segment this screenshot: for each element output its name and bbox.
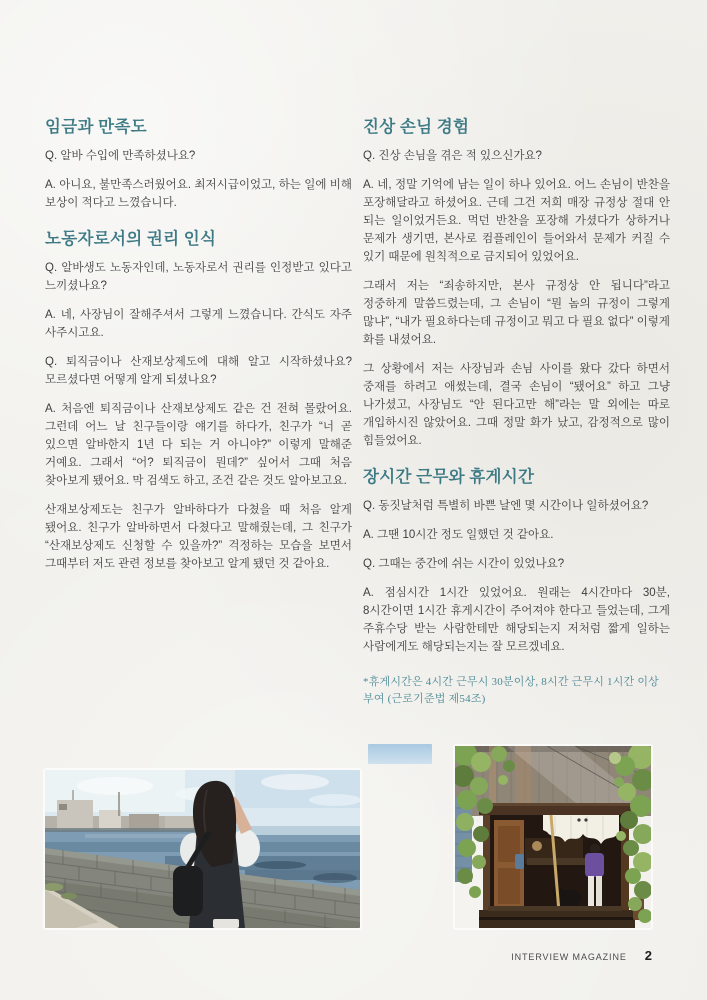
paragraph: 그래서 저는 “죄송하지만, 본사 규정상 안 됩니다”라고 정중하게 말씀드렸는데, 그 손님이 “뭔 놈의 규정이 그렇게 많냐”, “내가 필요하다는데 규정이고 뭐고 다 필요 없다” 이렇게 화를 내셨어요. <box>363 280 670 346</box>
answer: A. 점심시간 1시간 있었어요. 원래는 4시간마다 30분, 8시간이면 1시간 휴게시간이 주어져야 한다고 들었는데, 그게 주휴수당 받는 사람한테만 해당되는지 저처럼 짧게 일하는 사람에게도 해당되는지는 잘 모르겠네요. <box>363 587 670 653</box>
paragraph: 그 상황에서 저는 사장님과 손님 사이를 왔다 갔다 하면서 중재를 하려고 애썼는데, 결국 손님이 “됐어요” 하고 그냥 나가셨고, 사장님도 “안 된다고만 해”라는 말 외에는 따로 개입하시진 않았어요. 그때 정말 화가 났고, 감정적으로 많이 힘들었어요. <box>363 363 670 447</box>
question: Q. 알바 수입에 만족하셨나요? <box>45 150 196 162</box>
answer: A. 그땐 10시간 정도 일했던 것 같아요. <box>363 529 554 541</box>
magazine-title: INTERVIEW MAGAZINE <box>511 952 627 962</box>
storefront-photo <box>455 746 651 928</box>
section-heading: 장시간 근무와 휴게시간 <box>363 467 535 486</box>
footnote: *휴게시간은 4시간 근무시 30분이상, 8시간 근무시 1시간 이상 부여 (근로기준법 제54조) <box>363 676 659 705</box>
section-heading: 노동자로서의 권리 인식 <box>45 229 217 248</box>
paragraph: 산재보상제도는 친구가 알바하다가 다쳤을 때 처음 알게 됐어요. 친구가 알바하면서 다쳤다고 말해줬는데, 그 친구가 “산재보상제도 신청할 수 있을까?” 걱정하는 모습을 보면서 그때부터 저도 관련 정보를 찾아보고 알게 됐던 것 같아요. <box>45 504 352 570</box>
question: Q. 퇴직금이나 산재보상제도에 대해 알고 시작하셨나요? 모르셨다면 어떻게 알게 되셨나요? <box>45 356 352 386</box>
seaside-photo <box>45 770 360 928</box>
right-column <box>363 116 670 708</box>
section-heading: 진상 손님 경험 <box>363 117 470 136</box>
page-footer <box>455 948 652 963</box>
question: Q. 진상 손님을 겪은 적 있으신가요? <box>363 150 542 162</box>
answer: A. 아니요, 불만족스러웠어요. 최저시급이었고, 하는 일에 비해 보상이 적다고 느꼈습니다. <box>45 179 352 209</box>
answer: A. 네, 사장님이 잘해주셔서 그렇게 느꼈습니다. 간식도 자주 사주시고요. <box>45 309 352 339</box>
section-heading: 임금과 만족도 <box>45 117 147 136</box>
question: Q. 알바생도 노동자인데, 노동자로서 권리를 인정받고 있다고 느끼셨나요? <box>45 262 352 292</box>
page-number: 2 <box>644 948 652 963</box>
question: Q. 동짓날처럼 특별히 바쁜 날엔 몇 시간이나 일하셨어요? <box>363 500 649 512</box>
answer: A. 처음엔 퇴직금이나 산재보상제도 같은 건 전혀 몰랐어요. 그런데 어느 날 친구들이랑 얘기를 하다가, 친구가 “너 곧 있으면 알바한지 1년 다 되는 거 아니야?” 이렇게 말해준 거예요. 그래서 “어? 퇴직금이 뭔데?” 싶어서 그때 처음 찾아보게 됐어요. 막 검색도 하고, 조건 같은 것도 알아보고요. <box>45 403 352 487</box>
storefront-photo-art <box>455 746 651 928</box>
left-column <box>45 116 352 584</box>
seaside-photo-art <box>45 770 360 928</box>
blue-accent-block <box>368 744 432 764</box>
answer: A. 네, 정말 기억에 남는 일이 하나 있어요. 어느 손님이 반찬을 포장해달라고 하셨어요. 근데 그건 저희 매장 규정상 절대 안 되는 일이었거든요. 먹던 반찬을 포장해 가셨다가 상하거나 문제가 생기면, 본사로 컴플레인이 들어와서 문제가 커질 수 있기 때문에 원칙적으로 금지되어 있었어요. <box>363 179 670 263</box>
question: Q. 그때는 중간에 쉬는 시간이 있었나요? <box>363 558 565 570</box>
